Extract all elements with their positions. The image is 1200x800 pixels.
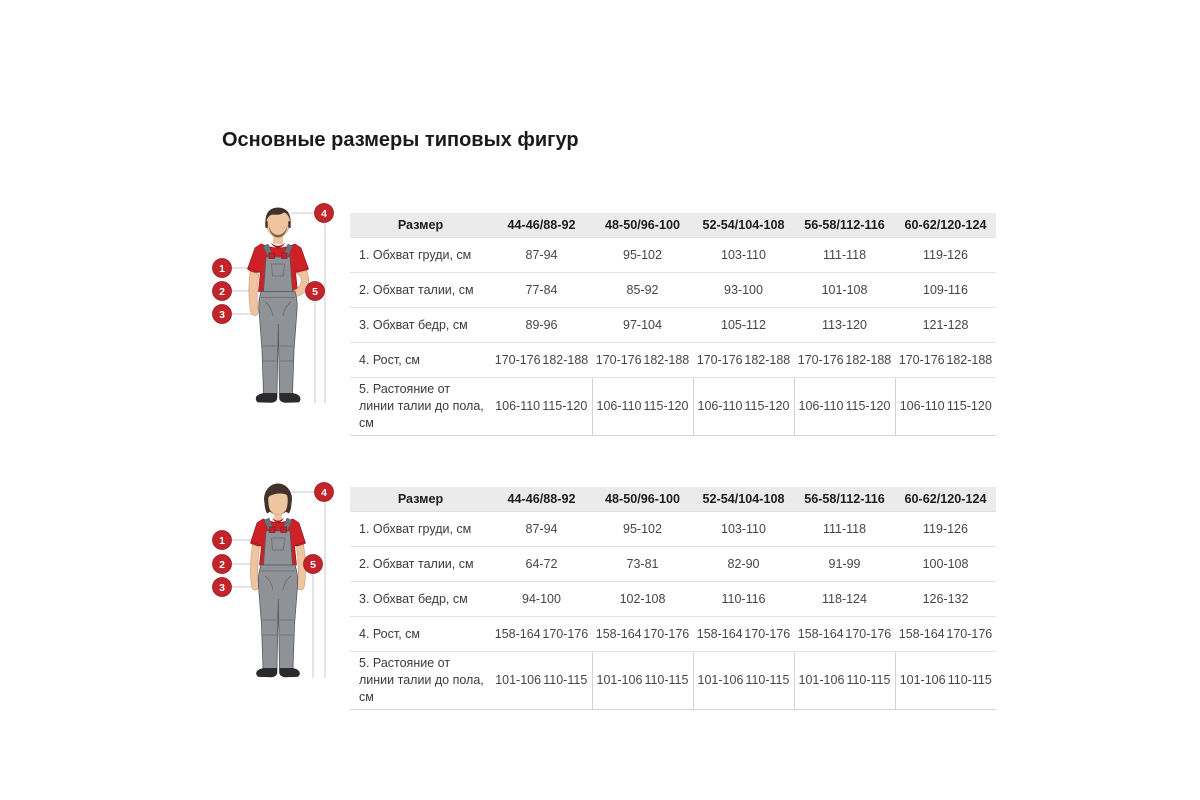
cell-value [895,343,996,378]
cell-sub-value: 158-164 [494,627,541,641]
svg-text:5: 5 [312,286,318,298]
cell-value [491,617,592,652]
cell-value: 95-102 [592,238,693,273]
cell-value: 121-128 [895,308,996,343]
cell-value: 126-132 [895,582,996,617]
cell-value: 118-124 [794,582,895,617]
size-column-header: 44-46/88-92 [491,487,592,512]
cell-sub-value: 106-110 [495,399,541,414]
cell-sub-value: 106-110 [899,399,945,414]
cell-value [693,343,794,378]
cell-sub-value: 101-106 [798,673,845,688]
table-row [350,343,996,378]
svg-text:2: 2 [219,286,225,298]
table-row [350,617,996,652]
cell-value [592,617,693,652]
cell-value: 94-100 [491,582,592,617]
cell-sub-value: 115-120 [845,399,891,414]
cell-value: 105-112 [693,308,794,343]
cell-value: 87-94 [491,512,592,547]
marker-5 [306,282,325,301]
row-label: 3. Обхват бедр, см [350,582,491,617]
size-label-header: Размер [350,213,491,238]
marker-1 [213,531,232,550]
cell-value: 77-84 [491,273,592,308]
size-column-header: 60-62/120-124 [895,487,996,512]
cell-value: 111-118 [794,238,895,273]
cell-sub-value: 158-164 [595,627,642,641]
size-column-header: 48-50/96-100 [592,487,693,512]
cell-value: 119-126 [895,238,996,273]
cell-sub-value: 170-176 [845,627,892,641]
cell-value [794,343,895,378]
svg-text:3: 3 [219,309,225,321]
cell-value: 101-108 [794,273,895,308]
row-label: 4. Рост, см [350,343,491,378]
marker-4 [315,483,334,502]
cell-sub-value: 115-120 [643,399,689,414]
table-row [350,652,996,710]
cell-sub-value: 170-176 [494,353,541,367]
cell-value: 113-120 [794,308,895,343]
cell-value: 100-108 [895,547,996,582]
marker-5 [304,555,323,574]
cell-value [794,378,895,436]
cell-value: 89-96 [491,308,592,343]
cell-sub-value: 110-115 [947,673,992,688]
cell-value [491,378,592,436]
cell-value [592,343,693,378]
cell-value: 73-81 [592,547,693,582]
cell-value: 93-100 [693,273,794,308]
size-column-header: 56-58/112-116 [794,487,895,512]
cell-sub-value: 115-120 [946,399,992,414]
cell-value [491,652,592,710]
cell-sub-value: 115-120 [542,399,588,414]
cell-sub-value: 182-188 [643,353,690,367]
table-row [350,512,996,547]
size-table-men [350,213,996,436]
cell-value [693,378,794,436]
cell-value: 87-94 [491,238,592,273]
marker-2 [213,282,232,301]
cell-sub-value: 158-164 [696,627,743,641]
cell-sub-value: 182-188 [845,353,892,367]
cell-value [895,652,996,710]
cell-sub-value: 158-164 [898,627,945,641]
cell-value [693,617,794,652]
cell-sub-value: 106-110 [697,399,743,414]
cell-value: 111-118 [794,512,895,547]
marker-4 [315,204,334,223]
cell-value: 103-110 [693,512,794,547]
size-column-header: 44-46/88-92 [491,213,592,238]
row-label: 2. Обхват талии, см [350,547,491,582]
size-table-women [350,487,996,710]
cell-sub-value: 110-115 [644,673,689,688]
size-column-header: 52-54/104-108 [693,213,794,238]
cell-sub-value: 170-176 [797,353,844,367]
cell-sub-value: 170-176 [696,353,743,367]
header-row [350,213,996,238]
svg-text:1: 1 [219,535,225,547]
cell-sub-value: 158-164 [797,627,844,641]
header-row [350,487,996,512]
cell-sub-value: 182-188 [542,353,589,367]
row-label: 4. Рост, см [350,617,491,652]
svg-text:1: 1 [219,263,225,275]
marker-1 [213,259,232,278]
man-drawing [248,208,309,403]
cell-value: 85-92 [592,273,693,308]
cell-value [895,617,996,652]
size-column-header: 48-50/96-100 [592,213,693,238]
cell-value: 109-116 [895,273,996,308]
row-label: 1. Обхват груди, см [350,238,491,273]
cell-sub-value: 101-106 [697,673,744,688]
size-table-women-container [350,487,996,710]
row-label: 3. Обхват бедр, см [350,308,491,343]
svg-text:3: 3 [219,582,225,594]
marker-3 [213,578,232,597]
row-label: 2. Обхват талии, см [350,273,491,308]
svg-text:4: 4 [321,487,327,499]
woman-figure-illustration [195,473,345,688]
cell-value: 91-99 [794,547,895,582]
cell-sub-value: 106-110 [596,399,642,414]
cell-value: 82-90 [693,547,794,582]
cell-value [794,652,895,710]
cell-sub-value: 170-176 [744,627,791,641]
size-label-header: Размер [350,487,491,512]
cell-sub-value: 110-115 [543,673,588,688]
size-column-header: 56-58/112-116 [794,213,895,238]
cell-sub-value: 106-110 [798,399,844,414]
row-label: 5. Растояние от линии талии до пола, см [350,378,491,436]
man-figure-illustration [195,198,345,413]
marker-3 [213,305,232,324]
cell-value: 119-126 [895,512,996,547]
row-label: 5. Растояние от линии талии до пола, см [350,652,491,710]
cell-value [491,343,592,378]
cell-value: 110-116 [693,582,794,617]
table-row [350,378,996,436]
cell-value [693,652,794,710]
cell-value [895,378,996,436]
cell-sub-value: 170-176 [595,353,642,367]
man-figure [195,198,345,413]
svg-text:2: 2 [219,559,225,571]
table-row [350,582,996,617]
cell-value: 95-102 [592,512,693,547]
table-row [350,238,996,273]
page-title: Основные размеры типовых фигур [222,129,579,152]
cell-value [592,652,693,710]
row-label: 1. Обхват груди, см [350,512,491,547]
svg-text:4: 4 [321,208,327,220]
size-column-header: 52-54/104-108 [693,487,794,512]
cell-sub-value: 170-176 [542,627,589,641]
cell-value: 64-72 [491,547,592,582]
cell-sub-value: 101-106 [899,673,946,688]
cell-sub-value: 101-106 [495,673,542,688]
cell-sub-value: 110-115 [745,673,790,688]
table-row [350,308,996,343]
marker-2 [213,555,232,574]
cell-sub-value: 101-106 [596,673,643,688]
woman-drawing [250,484,305,678]
svg-text:5: 5 [310,559,316,571]
cell-value [592,378,693,436]
cell-value: 97-104 [592,308,693,343]
woman-figure [195,473,345,688]
cell-sub-value: 115-120 [744,399,790,414]
cell-sub-value: 182-188 [744,353,791,367]
cell-sub-value: 110-115 [846,673,891,688]
size-column-header: 60-62/120-124 [895,213,996,238]
cell-value: 102-108 [592,582,693,617]
cell-value [794,617,895,652]
table-row [350,547,996,582]
size-table-men-container [350,213,996,436]
cell-sub-value: 170-176 [898,353,945,367]
table-row [350,273,996,308]
cell-sub-value: 182-188 [946,353,993,367]
cell-sub-value: 170-176 [643,627,690,641]
cell-sub-value: 170-176 [946,627,993,641]
cell-value: 103-110 [693,238,794,273]
